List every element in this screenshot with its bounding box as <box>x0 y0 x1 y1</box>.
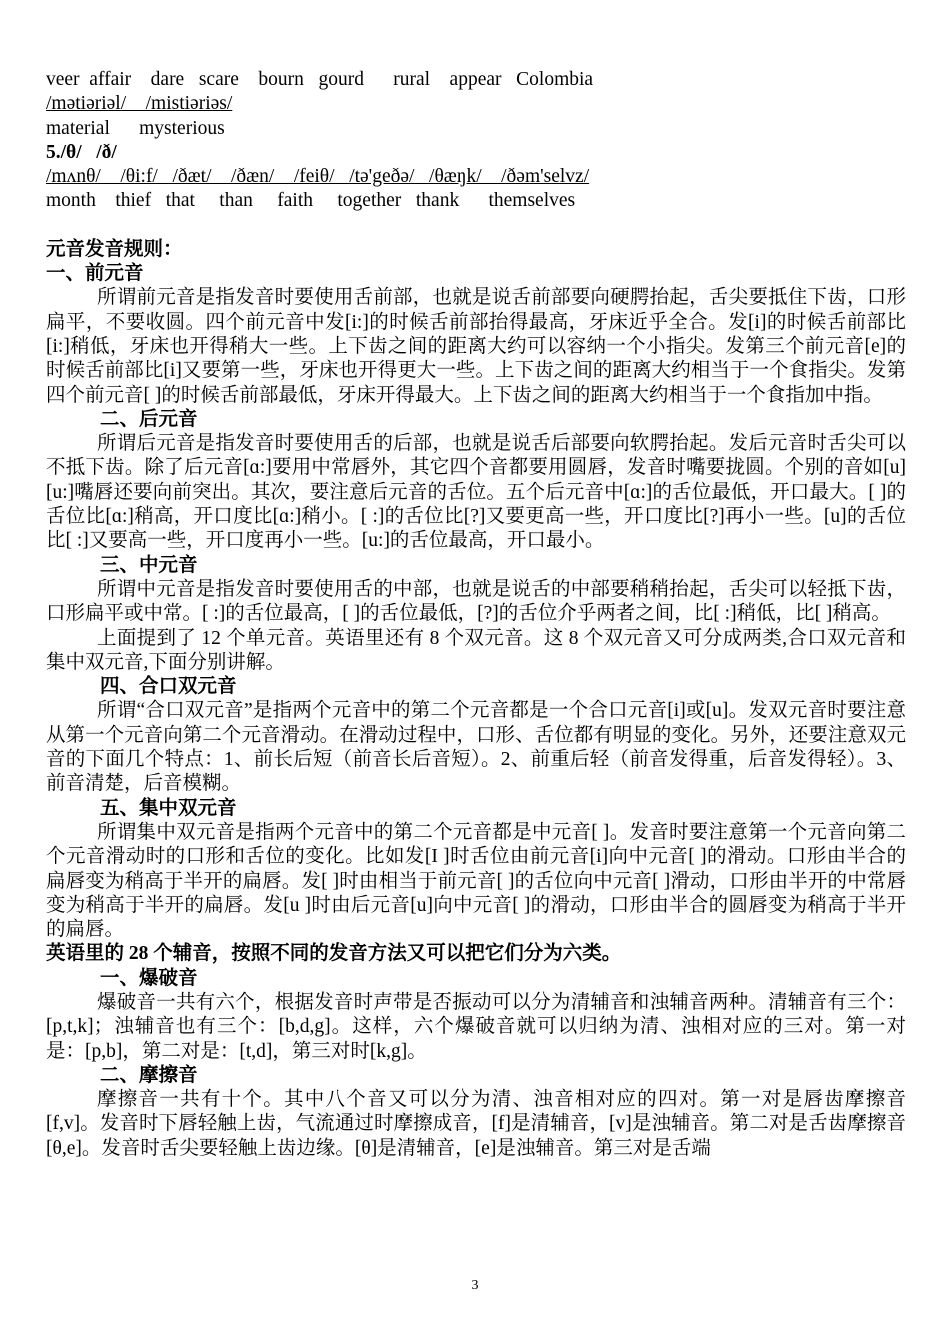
page-number: 3 <box>471 1278 479 1293</box>
paragraph: 所谓集中双元音是指两个元音中的第二个元音都是中元音[ ]。发音时要注意第一个元音向第二个元音滑动时的口形和舌位的变化。比如发[I ]时舌位由前元音[i]向中元音[ ]的滑动。口形由半合的扁唇变为稍高于半开的扁唇。发[ ]时由相当于前元音[ ]的舌位向中元音[ ]滑动，口形由半开的中常唇变为稍高于半开的扁唇。发[u ]时由后元音[u]向中元音[ ]的滑动，口形由半合的圆唇变为稍高于半开的扁唇。 <box>46 821 906 941</box>
vowel-rules-title: 元音发音规则： <box>46 238 183 260</box>
section-heading-centring-diphthongs: 五、集中双元音 <box>100 797 237 819</box>
consonant-title: 英语里的 28 个辅音，按照不同的发音方法又可以把它们分为六类。 <box>46 943 622 965</box>
document-page <box>46 68 906 1161</box>
word-list-line: material mysterious <box>46 117 225 139</box>
paragraph: 所谓前元音是指发音时要使用舌前部，也就是说舌前部要向硬腭抬起，舌尖要抵住下齿，口形扁平，不要收圆。四个前元音中发[i:]的时候舌前部抬得最高，牙床近乎全合。发[i]的时候舌前部比[i:]稍低，牙床也开得稍大一些。上下齿之间的距离大约可以容纳一个小指尖。发第三个前元音[e]的时候舌前部比[i]又要第一些，牙床也开得更大一些。上下齿之间的距离大约相当于一个食指尖。发第四个前元音[ ]的时候舌前部最低，牙床开得最大。上下齿之间的距离大约相当于一个食指加中指。 <box>46 287 906 406</box>
blank-line <box>46 214 906 238</box>
paragraph: 所谓后元音是指发音时要使用舌的后部，也就是说舌后部要向软腭抬起。发后元音时舌尖可以不抵下齿。除了后元音[ɑ:]要用中常唇外，其它四个音都要用圆唇，发音时嘴要拢圆。个别的音如[u] [u:]嘴唇还要向前突出。其次，要注意后元音的舌位。五个后元音中[ɑ:]的舌位最低，开口最大。[ ]的舌位比[ɑ:]稍高，开口度比[ɑ:]稍小。[ :]的舌位比[?]又要更高一些，开口度比[?]再小一些。[u]的舌位比[ :]又要高一些，开口度再小一些。[u:]的舌位最高，开口最小。 <box>46 433 906 552</box>
phonetic-line: /mʌnθ/ /θi:f/ /ðæt/ /ðæn/ /feiθ/ /tə'geðə/ /θæŋk/ /ðəm'selvz/ <box>46 166 590 188</box>
section-heading-closing-diphthongs: 四、合口双元音 <box>100 676 237 698</box>
paragraph: 所谓中元音是指发音时要使用舌的中部，也就是说舌的中部要稍稍抬起，舌尖可以轻抵下齿，口形扁平或中常。[ :]的舌位最高，[ ]的舌位最低，[?]的舌位介乎两者之间，比[ :]稍低，比[ ]稍高。 <box>46 578 906 625</box>
section-heading-front-vowels: 一、前元音 <box>46 263 144 285</box>
section-heading-plosives: 一、爆破音 <box>100 967 198 989</box>
section-heading-back-vowels: 二、后元音 <box>100 408 198 430</box>
word-list-line: veer affair dare scare bourn gourd rural appear Colombia <box>46 69 594 90</box>
paragraph: 所谓“合口双元音”是指两个元音中的第二个元音都是一个合口元音[i]或[u]。发双元音时要注意从第一个元音向第二个元音滑动。在滑动过程中，口形、舌位都有明显的变化。另外，还要注意双元音的下面几个特点：1、前长后短（前音长后音短）。2、前重后轻（前音发得重，后音发得轻）。3、前音清楚，后音模糊。 <box>46 700 906 795</box>
paragraph: 摩擦音一共有十个。其中八个音又可以分为清、浊音相对应的四对。第一对是唇齿摩擦音[f,v]。发音时下唇轻触上齿，气流通过时摩擦成音，[f]是清辅音，[v]是浊辅音。第二对是舌齿摩擦音[θ,e]。发音时舌尖要轻触上齿边缘。[θ]是清辅音，[e]是浊辅音。第三对是舌端 <box>46 1089 906 1159</box>
phoneme-heading: 5./θ/ /ð/ <box>46 141 117 163</box>
section-heading-central-vowels: 三、中元音 <box>100 554 198 576</box>
phonetic-line: /mətiəriəl/ /mistiəriəs/ <box>46 93 233 115</box>
word-list-line: month thief that than faith together thank themselves <box>46 190 576 212</box>
section-heading-fricatives: 二、摩擦音 <box>100 1064 198 1086</box>
paragraph: 上面提到了 12 个单元音。英语里还有 8 个双元音。这 8 个双元音又可分成两类,合口双元音和集中双元音,下面分别讲解。 <box>46 627 906 673</box>
paragraph: 爆破音一共有六个，根据发音时声带是否振动可以分为清辅音和浊辅音两种。清辅音有三个：[p,t,k]；浊辅音也有三个：[b,d,g]。这样，六个爆破音就可以归纳为清、浊相对应的三对。第一对是：[p,b]，第二对是：[t,d]，第三对时[k,g]。 <box>46 991 906 1062</box>
